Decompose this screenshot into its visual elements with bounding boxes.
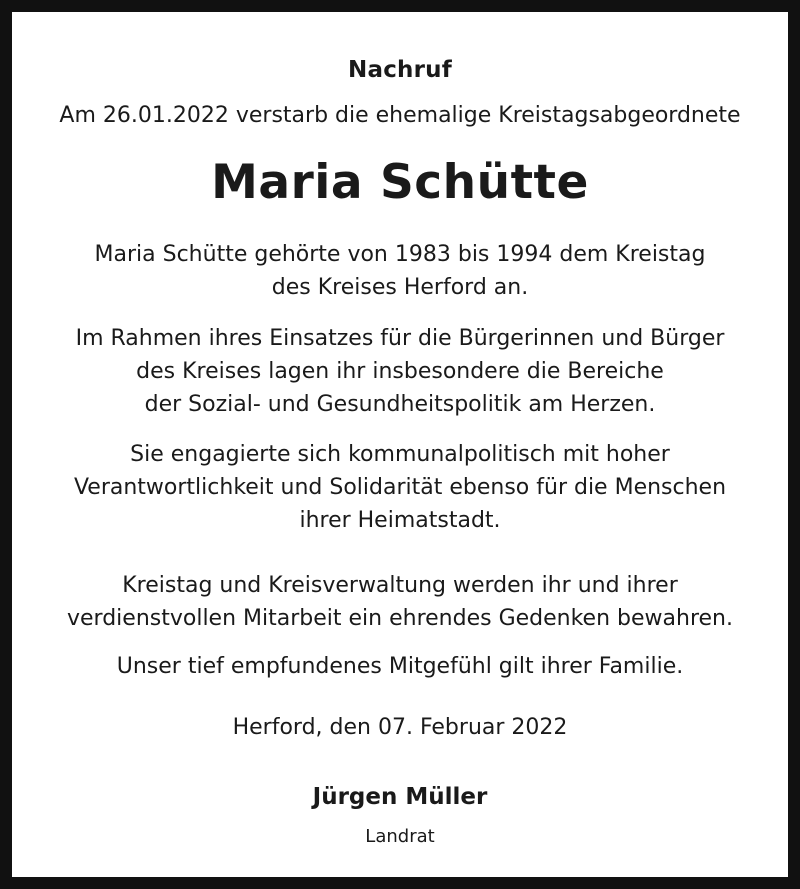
paragraph-line: des Kreises Herford an. xyxy=(271,275,529,300)
paragraph-membership xyxy=(12,238,788,304)
paragraph-line: der Sozial- und Gesundheitspolitik am Herzen. xyxy=(144,392,656,417)
paragraph-line: Verantwortlichkeit und Solidarität ebenso für die Menschen xyxy=(73,475,727,500)
paragraph-line: Kreistag und Kreisverwaltung werden ihr und ihrer xyxy=(122,573,678,598)
notice-heading: Nachruf xyxy=(348,57,452,83)
paragraph-line: Maria Schütte gehörte von 1983 bis 1994 dem Kreistag xyxy=(94,242,706,267)
paragraph-remembrance xyxy=(12,569,788,635)
paragraph-line: des Kreises lagen ihr insbesondere die Bereiche xyxy=(136,359,664,384)
paragraph-engagement xyxy=(12,322,788,421)
place-date-line: Herford, den 07. Februar 2022 xyxy=(232,715,568,740)
paragraph-line: verdienstvollen Mitarbeit ein ehrendes Gedenken bewahren. xyxy=(67,606,733,631)
paragraph-condolence xyxy=(12,650,788,683)
intro-line: Am 26.01.2022 verstarb die ehemalige Kreistagsabgeordnete xyxy=(59,103,741,128)
paragraph-commitment xyxy=(12,438,788,537)
deceased-name: Maria Schütte xyxy=(211,155,589,210)
paragraph-line: ihrer Heimatstadt. xyxy=(299,508,501,533)
paragraph-line: Sie engagierte sich kommunalpolitisch mit hoher xyxy=(130,442,670,467)
paragraph-line: Im Rahmen ihres Einsatzes für die Bürgerinnen und Bürger xyxy=(75,326,725,351)
signer-role: Landrat xyxy=(365,826,435,847)
paragraph-line: Unser tief empfundenes Mitgefühl gilt ihrer Familie. xyxy=(116,654,684,679)
signer-name: Jürgen Müller xyxy=(312,784,488,810)
